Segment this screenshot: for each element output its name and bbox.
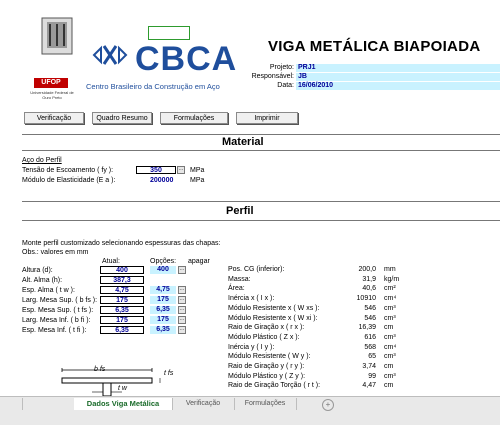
perfil-row-current-value: 6,35 bbox=[100, 306, 144, 314]
perfil-row-dropdown-button[interactable]: ... bbox=[179, 326, 185, 332]
fy-unit: MPa bbox=[190, 167, 205, 174]
perfil-row-dropdown-button[interactable]: ... bbox=[179, 266, 185, 272]
date-field[interactable]: 16/06/2010 bbox=[296, 82, 500, 90]
tfs-diagram-label: t fs bbox=[164, 370, 174, 377]
property-unit: cm⁴ bbox=[384, 295, 397, 303]
ufop-label: UFOP bbox=[34, 78, 68, 88]
responsible-label: Responsável: bbox=[251, 73, 294, 80]
property-unit: cm bbox=[384, 363, 394, 370]
bfs-diagram-label: b fs bbox=[94, 366, 106, 373]
perfil-row-option-input[interactable]: 6,35 bbox=[150, 326, 176, 334]
date-label: Data: bbox=[277, 82, 294, 89]
property-label: Módulo Resistente x ( W xi ): bbox=[228, 314, 318, 322]
col-atual-header: Atual: bbox=[102, 258, 120, 265]
perfil-row-label: Larg. Mesa Sup. ( b fs ): bbox=[22, 297, 98, 304]
property-unit: cm³ bbox=[384, 372, 396, 380]
property-unit: cm² bbox=[384, 285, 396, 293]
tab-verificacao[interactable]: Verificação bbox=[172, 398, 235, 410]
imprimir-button[interactable]: Imprimir bbox=[236, 112, 298, 124]
perfil-row-label: Larg. Mesa Inf. ( b fi ): bbox=[22, 317, 91, 324]
property-value: 65 bbox=[368, 353, 376, 361]
property-unit: cm bbox=[384, 382, 394, 390]
perfil-row-option-input[interactable]: 175 bbox=[150, 316, 176, 324]
property-value: 16,39 bbox=[358, 324, 376, 332]
divider bbox=[22, 201, 500, 202]
property-label: Pos. CG (inferior): bbox=[228, 266, 285, 273]
fy-dropdown-button[interactable]: ... bbox=[178, 166, 184, 172]
property-unit: cm³ bbox=[384, 314, 396, 322]
property-value: 10910 bbox=[356, 295, 376, 303]
property-label: Inércia x ( I x ): bbox=[228, 295, 275, 303]
perfil-row-option-input[interactable]: 175 bbox=[150, 296, 176, 304]
property-value: 200,0 bbox=[358, 266, 376, 273]
property-value: 616 bbox=[364, 333, 376, 341]
property-label: Módulo Plástico ( Z x ): bbox=[228, 333, 300, 341]
property-label: Módulo Resistente ( W y ): bbox=[228, 353, 311, 361]
ufop-emblem-icon bbox=[40, 16, 74, 56]
perfil-row-label: Esp. Mesa Inf. ( t fi ): bbox=[22, 327, 87, 334]
property-unit: cm³ bbox=[384, 304, 396, 312]
cbca-wordmark: CBCA bbox=[135, 40, 238, 78]
perfil-row-dropdown-button[interactable]: ... bbox=[179, 296, 185, 302]
property-label: Raio de Giração y ( r y ): bbox=[228, 363, 305, 370]
property-unit: cm bbox=[384, 324, 394, 332]
perfil-row-dropdown-button[interactable]: ... bbox=[179, 316, 185, 322]
e-unit: MPa bbox=[190, 177, 205, 184]
perfil-row-current-value: 6,35 bbox=[100, 326, 144, 334]
apagar-link[interactable]: apagar bbox=[188, 258, 210, 265]
divider bbox=[22, 150, 500, 151]
perfil-row-label: Alt. Alma (h): bbox=[22, 277, 63, 284]
perfil-row-current-value: 387,3 bbox=[100, 276, 144, 284]
perfil-row-label: Altura (d): bbox=[22, 267, 53, 274]
property-label: Raio de Giração Torção ( r t ): bbox=[228, 382, 321, 390]
selection-box bbox=[148, 26, 190, 40]
quadro-resumo-button[interactable]: Quadro Resumo bbox=[92, 112, 152, 124]
fy-input[interactable]: 350 bbox=[136, 166, 176, 174]
cbca-logo-icon bbox=[86, 40, 134, 70]
perfil-row-dropdown-button[interactable]: ... bbox=[179, 286, 185, 292]
property-label: Área: bbox=[228, 285, 245, 293]
project-field[interactable]: PRJ1 bbox=[296, 64, 500, 72]
property-unit: mm bbox=[384, 266, 396, 273]
property-value: 40,6 bbox=[362, 285, 376, 293]
add-sheet-icon[interactable]: + bbox=[322, 399, 334, 411]
cbca-subtitle: Centro Brasileiro da Construção em Aço bbox=[86, 82, 220, 91]
property-unit: cm⁴ bbox=[384, 343, 397, 351]
property-label: Módulo Resistente x ( W xs ): bbox=[228, 304, 320, 312]
property-label: Módulo Plástico y ( Z y ): bbox=[228, 372, 306, 380]
tw-diagram-label: t w bbox=[118, 385, 127, 392]
divider bbox=[22, 134, 500, 135]
verificacao-button[interactable]: Verificação bbox=[24, 112, 84, 124]
property-unit: cm³ bbox=[384, 353, 396, 361]
perfil-row-label: Esp. Mesa Sup. ( t fs ): bbox=[22, 307, 94, 314]
property-value: 546 bbox=[364, 314, 376, 322]
perfil-obs: Obs.: valores em mm bbox=[22, 249, 89, 256]
page-title: VIGA METÁLICA BIAPOIADA bbox=[268, 38, 481, 55]
responsible-field[interactable]: JB bbox=[296, 73, 500, 81]
tab-previous[interactable] bbox=[0, 398, 23, 410]
steel-group-label: Aço do Perfil bbox=[22, 157, 62, 164]
e-value: 200000 bbox=[150, 177, 174, 184]
perfil-row-current-value: 175 bbox=[100, 316, 144, 324]
perfil-section-title: Perfil bbox=[226, 205, 254, 217]
property-value: 3,74 bbox=[362, 363, 376, 370]
property-label: Inércia y ( I y ): bbox=[228, 343, 275, 351]
perfil-row-current-value: 4,75 bbox=[100, 286, 144, 294]
property-label: Raio de Giração x ( r x ): bbox=[228, 324, 305, 332]
property-value: 31,9 bbox=[362, 275, 376, 283]
divider bbox=[22, 220, 500, 221]
tab-formulacoes[interactable]: Formulações bbox=[234, 398, 297, 410]
fy-label: Tensão de Escoamento ( fy ): bbox=[22, 167, 114, 174]
project-label: Projeto: bbox=[269, 64, 294, 71]
perfil-row-label: Esp. Alma ( t w ): bbox=[22, 287, 75, 294]
property-value: 4,47 bbox=[362, 382, 376, 390]
property-unit: cm³ bbox=[384, 333, 396, 341]
e-label: Módulo de Elasticidade (E a ): bbox=[22, 177, 116, 184]
perfil-row-dropdown-button[interactable]: ... bbox=[179, 306, 185, 312]
ufop-subtitle: Universidade Federal de Ouro Preto bbox=[30, 90, 74, 100]
perfil-row-option-input[interactable]: 400 bbox=[150, 266, 176, 274]
formulacoes-button[interactable]: Formulações bbox=[160, 112, 228, 124]
property-value: 546 bbox=[364, 304, 376, 312]
perfil-row-current-value: 175 bbox=[100, 296, 144, 304]
property-value: 568 bbox=[364, 343, 376, 351]
property-label: Massa: bbox=[228, 275, 251, 283]
property-value: 99 bbox=[368, 372, 376, 380]
property-unit: kg/m bbox=[384, 275, 400, 283]
tab-dados-viga-metalica[interactable]: Dados Viga Metálica bbox=[74, 398, 173, 410]
perfil-row-current-value: 400 bbox=[100, 266, 144, 274]
perfil-intro: Monte perfil customizado selecionando espessuras das chapas: bbox=[22, 240, 221, 247]
col-opcoes-header: Opções: bbox=[150, 258, 177, 265]
perfil-row-option-input[interactable]: 4,75 bbox=[150, 286, 176, 294]
perfil-row-option-input[interactable]: 6,35 bbox=[150, 306, 176, 314]
material-section-title: Material bbox=[222, 136, 264, 148]
